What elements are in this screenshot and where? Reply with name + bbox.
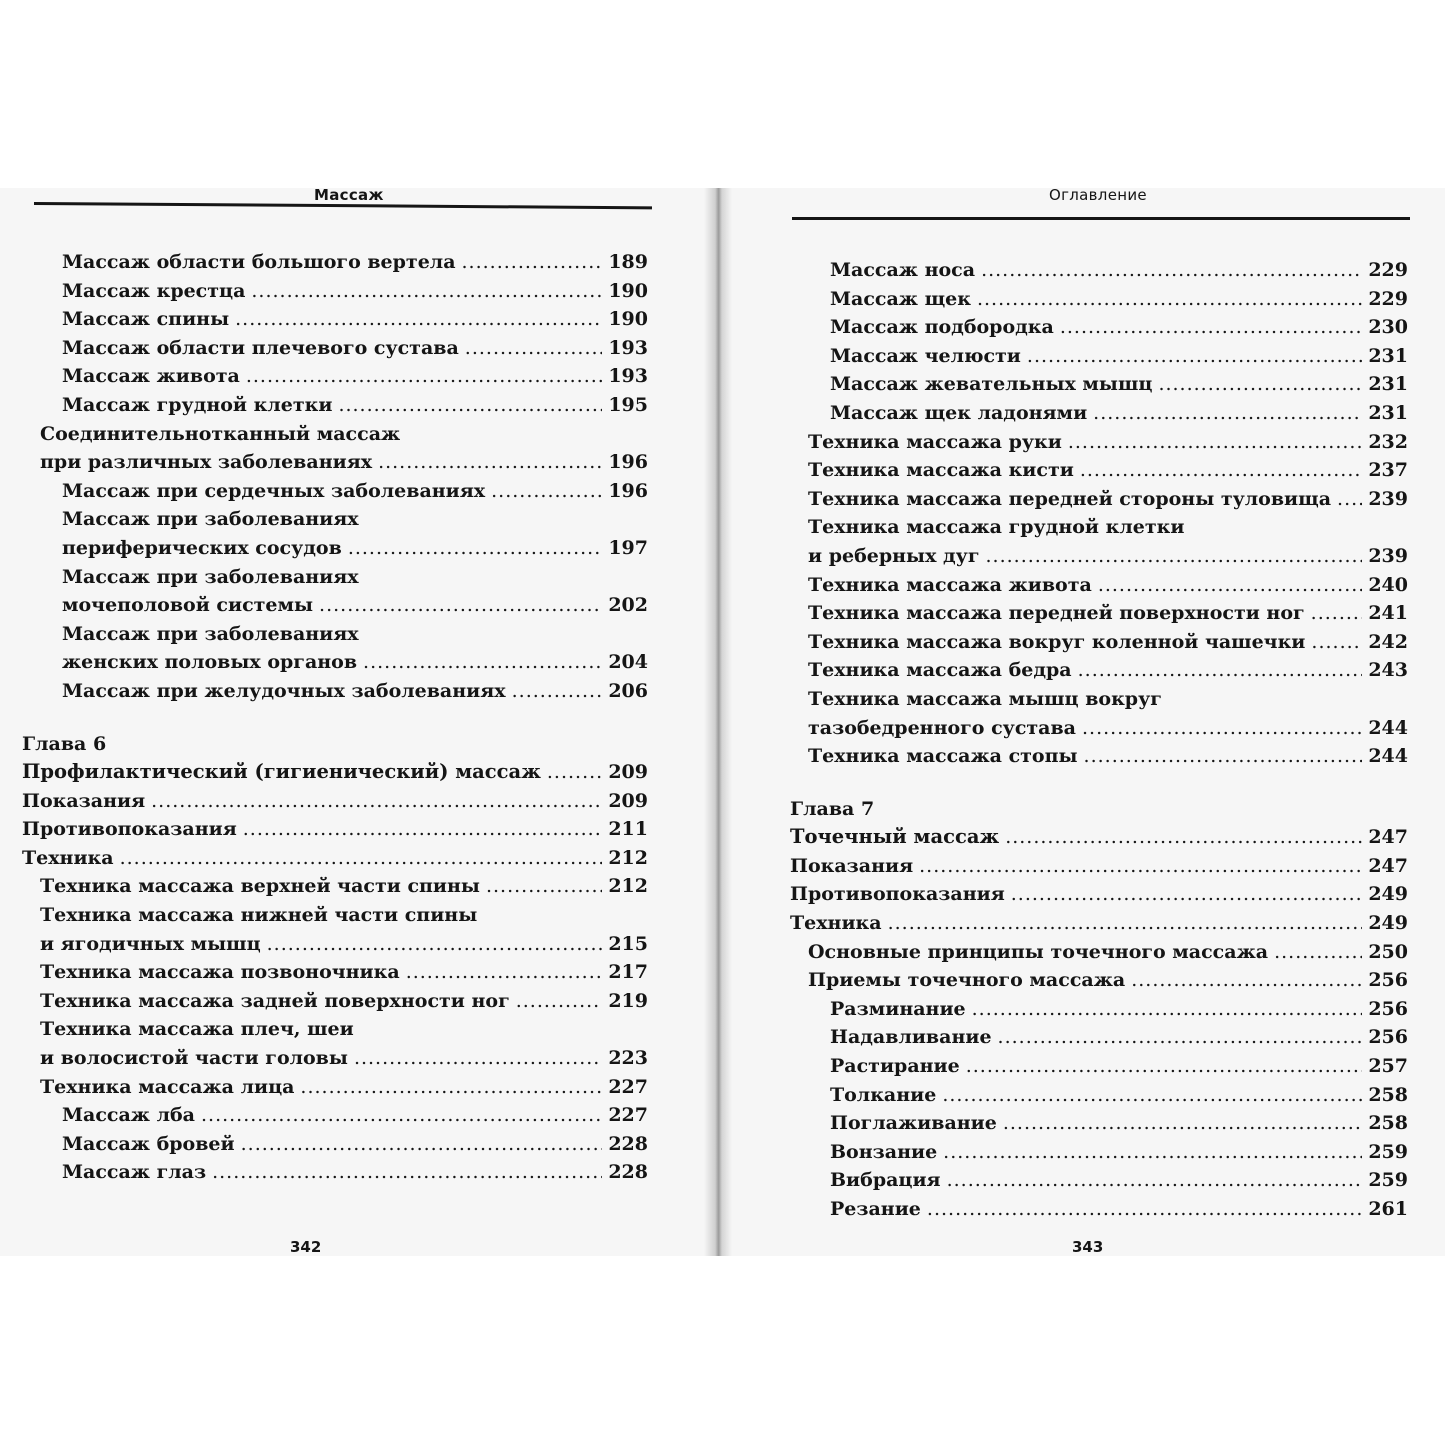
toc-entry-title: Растирание: [830, 1055, 960, 1078]
toc-entry: [22, 987, 648, 1016]
toc-entry-title: Техника: [22, 846, 114, 869]
toc-entry: [790, 542, 1408, 571]
toc-entry-title: Техника массажа стопы: [808, 745, 1078, 768]
toc-entry-title: Массаж носа: [830, 259, 976, 281]
toc-entry-title: Толкание: [830, 1083, 937, 1106]
toc-entry-title: Показания: [22, 789, 146, 812]
toc-entry-title: Массаж при заболеваниях: [62, 508, 359, 531]
toc-entry-title: Техника массажа грудной клетки: [808, 516, 1185, 539]
right-header-rule: [792, 217, 1410, 220]
toc-entry: [22, 648, 648, 677]
toc-entry-page: 239: [1368, 544, 1408, 567]
toc-entry-page: 209: [608, 761, 648, 784]
toc-entry-title: Техника массажа задней поверхности ног: [40, 989, 510, 1012]
toc-dot-leader: [235, 305, 602, 334]
toc-entry: [22, 815, 648, 844]
toc-entry-title: Вибрация: [830, 1169, 941, 1192]
toc-entry-title: Глава 6: [22, 732, 107, 755]
toc-entry: [22, 872, 648, 901]
toc-entry: [22, 901, 648, 930]
toc-entry: [22, 1158, 648, 1187]
toc-entry-page: 242: [1368, 630, 1408, 653]
toc-entry-title: Разминание: [830, 997, 966, 1020]
toc-entry-page: 240: [1368, 573, 1408, 596]
toc-dot-leader: [1080, 456, 1363, 485]
toc-entry-page: 259: [1368, 1140, 1408, 1163]
toc-entry: [22, 477, 648, 506]
toc-entry: [22, 1015, 648, 1044]
toc-dot-leader: [363, 648, 602, 677]
toc-entry-title: Массаж при заболеваниях: [62, 622, 359, 645]
toc-dot-leader: [1311, 599, 1363, 628]
toc-entry: [790, 1195, 1408, 1224]
toc-entry: [22, 591, 648, 620]
toc-entry: [22, 844, 648, 873]
toc-entry: [790, 342, 1408, 371]
toc-entry-page: 228: [608, 1132, 648, 1155]
toc-entry-title: Техника массажа кисти: [808, 459, 1074, 482]
toc-entry-title: Массаж при желудочных заболеваниях: [62, 679, 506, 702]
toc-entry-page: 230: [1368, 316, 1408, 339]
toc-dot-leader: [319, 591, 602, 620]
toc-entry-page: 243: [1368, 659, 1408, 682]
toc-entry: [790, 966, 1408, 995]
toc-entry-page: 231: [1368, 344, 1408, 367]
toc-entry-page: 212: [608, 846, 648, 869]
toc-dot-leader: [338, 391, 602, 420]
toc-entry: [22, 677, 648, 706]
toc-dot-leader: [512, 677, 603, 706]
toc-dot-leader: [406, 958, 603, 987]
toc-entry-title: Противопоказания: [790, 883, 1005, 906]
toc-entry-page: 215: [608, 932, 648, 955]
toc-entry-title: Глава 7: [790, 797, 875, 820]
toc-entry-page: 237: [1368, 459, 1408, 482]
toc-entry: [22, 248, 648, 277]
toc-entry-page: 261: [1368, 1198, 1408, 1220]
toc-dot-leader: [516, 987, 603, 1016]
toc-entry: [790, 485, 1408, 514]
right-running-head: Оглавление: [1049, 186, 1147, 204]
toc-entry-title: Приемы точечного массажа: [808, 969, 1126, 992]
toc-entry: [790, 285, 1408, 314]
toc-entry-title: Массаж области плечевого сустава: [62, 336, 459, 359]
toc-entry-title: Массаж бровей: [62, 1132, 235, 1155]
right-page-number: 343: [1072, 1238, 1104, 1256]
toc-dot-leader: [986, 542, 1363, 571]
toc-entry: [22, 1101, 648, 1130]
toc-entry: [790, 370, 1408, 399]
toc-entry-title: Техника массажа живота: [808, 573, 1092, 596]
toc-entry: [22, 420, 648, 449]
toc-entry-title: тазобедренного сустава: [808, 716, 1076, 739]
toc-entry-title: Техника массажа нижней части спины: [40, 904, 478, 927]
toc-entry-page: 256: [1368, 969, 1408, 992]
toc-dot-leader: [966, 1052, 1363, 1081]
toc-entry-page: 249: [1368, 912, 1408, 935]
toc-entry-title: Массаж щек ладонями: [830, 401, 1088, 424]
toc-dot-leader: [1093, 399, 1362, 428]
toc-entry-title: и реберных дуг: [808, 544, 980, 567]
right-toc-list: [790, 256, 1408, 1224]
toc-dot-leader: [1131, 966, 1362, 995]
toc-dot-leader: [1003, 1109, 1362, 1138]
toc-entry-title: периферических сосудов: [62, 536, 342, 559]
toc-entry: [22, 1044, 648, 1073]
toc-entry-page: 197: [608, 536, 648, 559]
toc-dot-leader: [267, 930, 603, 959]
toc-entry-page: 202: [608, 594, 648, 617]
toc-entry-title: Техника массажа верхней части спины: [40, 875, 480, 898]
toc-dot-leader: [998, 1023, 1363, 1052]
toc-entry-title: и ягодичных мышц: [40, 932, 261, 955]
toc-entry-page: 227: [608, 1104, 648, 1127]
toc-entry: [22, 958, 648, 987]
toc-entry-page: 232: [1368, 430, 1408, 453]
toc-entry: [22, 563, 648, 592]
toc-entry-page: 196: [608, 479, 648, 502]
toc-entry-page: 257: [1368, 1055, 1408, 1078]
toc-entry: [790, 571, 1408, 600]
toc-entry: [22, 930, 648, 959]
toc-entry-page: 258: [1368, 1112, 1408, 1135]
toc-dot-leader: [981, 256, 1362, 285]
toc-dot-leader: [300, 1073, 602, 1102]
toc-entry-page: 244: [1368, 716, 1408, 739]
toc-entry-page: 239: [1368, 487, 1408, 510]
toc-dot-leader: [888, 909, 1363, 938]
toc-entry-page: 206: [608, 679, 648, 702]
toc-entry: [790, 685, 1408, 714]
toc-dot-leader: [942, 1081, 1362, 1110]
toc-entry: [790, 428, 1408, 457]
left-running-head: Массаж: [314, 186, 384, 204]
toc-entry-title: Массаж челюсти: [830, 344, 1021, 367]
toc-entry-title: Массаж глаз: [62, 1161, 207, 1184]
toc-entry: [22, 1130, 648, 1159]
toc-entry-page: 211: [608, 818, 648, 841]
toc-entry-title: Техника: [790, 912, 882, 935]
toc-entry: [790, 399, 1408, 428]
toc-dot-leader: [378, 448, 602, 477]
toc-dot-leader: [1060, 313, 1362, 342]
toc-entry-page: 259: [1368, 1169, 1408, 1192]
toc-dot-leader: [927, 1195, 1362, 1224]
toc-entry-title: Техника массажа мышц вокруг: [808, 687, 1162, 710]
toc-entry-title: Массаж живота: [62, 365, 240, 388]
toc-entry: [790, 313, 1408, 342]
toc-dot-leader: [977, 285, 1362, 314]
toc-entry: [22, 362, 648, 391]
toc-dot-leader: [251, 277, 602, 306]
toc-entry-title: Противопоказания: [22, 818, 237, 841]
toc-dot-leader: [1027, 342, 1362, 371]
toc-entry-title: Массаж при сердечных заболеваниях: [62, 479, 486, 502]
toc-entry: [22, 730, 648, 759]
toc-entry-page: 189: [608, 251, 648, 273]
toc-entry-page: 223: [608, 1047, 648, 1070]
toc-entry-page: 247: [1368, 854, 1408, 877]
toc-entry: [22, 505, 648, 534]
toc-entry-page: 244: [1368, 745, 1408, 768]
toc-entry: [790, 456, 1408, 485]
toc-dot-leader: [201, 1101, 602, 1130]
toc-entry-title: Массаж при заболеваниях: [62, 565, 359, 588]
toc-dot-leader: [354, 1044, 602, 1073]
toc-entry: [790, 513, 1408, 542]
toc-entry-page: 241: [1368, 602, 1408, 625]
toc-entry-title: Показания: [790, 854, 914, 877]
toc-dot-leader: [246, 362, 603, 391]
toc-entry: [22, 334, 648, 363]
toc-entry: [790, 656, 1408, 685]
toc-dot-leader: [1274, 938, 1362, 967]
toc-entry-title: Техника массажа лица: [40, 1075, 295, 1098]
book-gutter: [704, 188, 732, 1256]
toc-dot-leader: [1011, 880, 1363, 909]
toc-entry-page: 212: [608, 875, 648, 898]
toc-entry-title: Профилактический (гигиенический) массаж: [22, 760, 541, 784]
toc-entry: [790, 909, 1408, 938]
toc-entry: [790, 938, 1408, 967]
toc-entry-title: Резание: [830, 1198, 921, 1220]
toc-dot-leader: [1082, 714, 1362, 743]
toc-dot-leader: [212, 1158, 602, 1187]
toc-entry: [22, 305, 648, 334]
toc-entry-title: Техника массажа руки: [808, 430, 1062, 453]
toc-entry-title: Массаж грудной клетки: [62, 393, 333, 416]
toc-entry-page: 193: [608, 365, 648, 388]
toc-entry-title: Массаж жевательных мышц: [830, 373, 1153, 396]
toc-entry: [790, 1166, 1408, 1195]
toc-entry: [790, 1138, 1408, 1167]
toc-entry: [22, 277, 648, 306]
toc-entry-title: Вонзание: [830, 1140, 938, 1163]
toc-entry-page: 193: [608, 336, 648, 359]
toc-entry-page: 249: [1368, 883, 1408, 906]
toc-entry-page: 258: [1368, 1083, 1408, 1106]
toc-dot-leader: [1005, 823, 1362, 852]
toc-entry-title: мочеполовой системы: [62, 594, 314, 617]
left-page-number: 342: [290, 1238, 322, 1256]
toc-dot-leader: [1158, 370, 1362, 399]
toc-entry-title: Массаж подбородка: [830, 316, 1054, 339]
toc-entry-title: женских половых органов: [62, 651, 358, 674]
toc-dot-leader: [462, 248, 603, 277]
toc-dot-leader: [241, 1130, 603, 1159]
toc-dot-leader: [1311, 628, 1362, 657]
toc-entry-page: 231: [1368, 373, 1408, 396]
toc-entry-title: Надавливание: [830, 1026, 992, 1049]
toc-entry: [790, 880, 1408, 909]
toc-dot-leader: [151, 787, 602, 816]
toc-dot-leader: [547, 758, 602, 787]
toc-entry-page: 256: [1368, 997, 1408, 1020]
toc-entry: [22, 1073, 648, 1102]
toc-entry-page: 256: [1368, 1026, 1408, 1049]
toc-dot-leader: [1337, 485, 1362, 514]
toc-entry: [22, 758, 648, 787]
toc-entry-title: Поглаживание: [830, 1112, 997, 1135]
toc-entry: [22, 448, 648, 477]
toc-entry-page: 247: [1368, 826, 1408, 849]
toc-entry-title: Техника массажа плеч, шеи: [40, 1018, 354, 1041]
toc-entry-title: Техника массажа вокруг коленной чашечки: [808, 630, 1306, 653]
toc-entry-page: 229: [1368, 259, 1408, 281]
toc-entry: [22, 620, 648, 649]
toc-entry-title: Техника массажа бедра: [808, 659, 1072, 682]
toc-entry-page: 228: [608, 1161, 648, 1184]
toc-dot-leader: [243, 815, 603, 844]
toc-entry-page: 195: [608, 393, 648, 416]
toc-dot-leader: [943, 1138, 1362, 1167]
toc-entry: [790, 1081, 1408, 1110]
toc-entry-title: Массаж области большого вертела: [62, 251, 456, 273]
toc-dot-leader: [972, 995, 1363, 1024]
toc-dot-leader: [919, 852, 1362, 881]
toc-entry: [790, 1052, 1408, 1081]
toc-entry-page: 250: [1368, 940, 1408, 963]
toc-dot-leader: [486, 872, 602, 901]
toc-entry-page: 209: [608, 789, 648, 812]
toc-entry: [22, 391, 648, 420]
toc-dot-leader: [1098, 571, 1363, 600]
toc-entry: [790, 1023, 1408, 1052]
toc-entry-title: Основные принципы точечного массажа: [808, 940, 1269, 963]
toc-entry-title: при различных заболеваниях: [40, 451, 373, 474]
toc-entry-title: Массаж спины: [62, 308, 230, 331]
toc-entry-title: Массаж лба: [62, 1104, 195, 1127]
toc-dot-leader: [1068, 428, 1362, 457]
toc-dot-leader: [120, 844, 603, 873]
toc-entry-title: и волосистой части головы: [40, 1047, 348, 1070]
toc-entry: [22, 534, 648, 563]
toc-entry: [790, 628, 1408, 657]
toc-entry: [790, 823, 1408, 852]
toc-entry-page: 219: [608, 989, 648, 1012]
toc-entry-page: 231: [1368, 401, 1408, 424]
toc-entry-page: 217: [608, 961, 648, 984]
toc-entry: [22, 787, 648, 816]
toc-entry-title: Соединительнотканный массаж: [40, 422, 401, 445]
toc-entry-page: 229: [1368, 287, 1408, 310]
toc-dot-leader: [1084, 742, 1363, 771]
toc-entry-title: Точечный массаж: [790, 825, 1000, 849]
toc-entry: [790, 795, 1408, 824]
toc-dot-leader: [1078, 656, 1363, 685]
toc-entry-title: Техника массажа позвоночника: [40, 961, 400, 984]
toc-entry: [790, 599, 1408, 628]
toc-entry-title: Техника массажа передней стороны туловища: [808, 487, 1332, 510]
toc-entry-title: Массаж крестца: [62, 279, 246, 302]
toc-entry-title: Техника массажа передней поверхности ног: [808, 602, 1305, 625]
toc-entry-page: 190: [608, 308, 648, 331]
toc-entry-page: 227: [608, 1075, 648, 1098]
toc-dot-leader: [348, 534, 603, 563]
toc-entry-title: Массаж щек: [830, 287, 971, 310]
toc-dot-leader: [491, 477, 602, 506]
toc-dot-leader: [947, 1166, 1363, 1195]
toc-entry: [790, 1109, 1408, 1138]
toc-entry-page: 190: [608, 279, 648, 302]
toc-entry: [790, 852, 1408, 881]
toc-entry-page: 204: [608, 651, 648, 674]
toc-entry: [790, 742, 1408, 771]
toc-entry: [790, 714, 1408, 743]
toc-entry-page: 196: [608, 451, 648, 474]
toc-entry: [790, 256, 1408, 285]
toc-dot-leader: [465, 334, 603, 363]
toc-entry: [790, 995, 1408, 1024]
left-toc-list: [22, 248, 648, 1187]
